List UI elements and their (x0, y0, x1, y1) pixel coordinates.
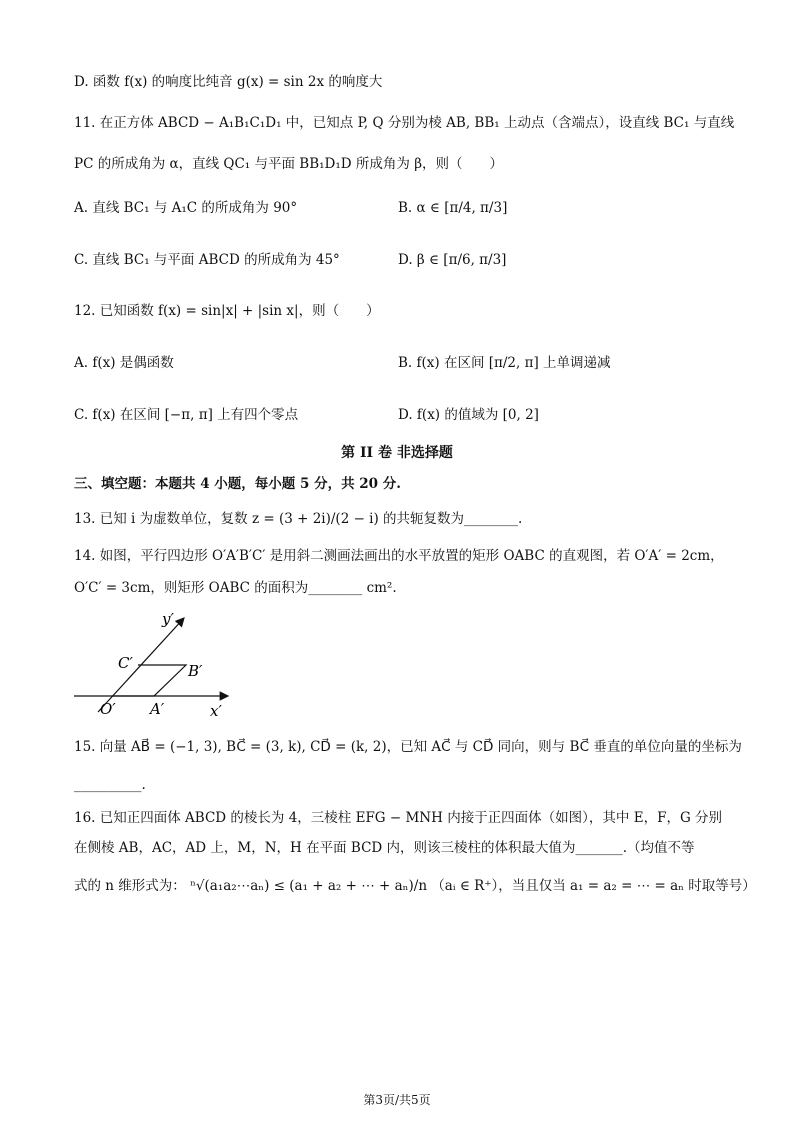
q10-option-d: D. 函数 f(x) 的响度比纯音 g(x) = sin 2x 的响度大 (74, 74, 383, 90)
q12-option-b: B. f(x) 在区间 [π/2, π] 上单调递减 (398, 355, 611, 371)
y-axis-label: y′ (162, 610, 174, 628)
q14-stem-line1: 14. 如图，平行四边形 O′A′B′C′ 是用斜二测画法画出的水平放置的矩形 OABC 的直观图，若 O′A′ = 2cm， (74, 548, 724, 564)
q15-stem-line2: __________. (74, 777, 146, 793)
page-footer: 第3页/共5页 (363, 1093, 431, 1107)
q16-stem-line3: 式的 n 维形式为： ⁿ√(a₁a₂⋯aₙ) ≤ (a₁ + a₂ + ⋯ + aₙ)/n （aᵢ ∈ R⁺），当且仅当 a₁ = a₂ = ⋯ = aₙ 时取等号） (74, 878, 756, 894)
x-axis-label: x′ (210, 702, 222, 718)
q13-stem: 13. 已知 i 为虚数单位，复数 z = (3 + 2i)/(2 − i) 的共轭复数为________. (74, 511, 523, 527)
q12-stem: 12. 已知函数 f(x) = sin|x| + |sin x|，则（ ） (74, 303, 380, 319)
oblique-drawing-figure (68, 608, 248, 718)
q12-option-c: C. f(x) 在区间 [−π, π] 上有四个零点 (74, 407, 299, 423)
q11-stem-line2: PC 的所成角为 α，直线 QC₁ 与平面 BB₁D₁D 所成角为 β，则（ ） (74, 156, 503, 172)
q15-stem-line1: 15. 向量 AB⃗ = (−1, 3), BC⃗ = (3, k), CD⃗ = (k, 2)，已知 AC⃗ 与 CD⃗ 同向，则与 BC⃗ 垂直的单位向量的坐标为 (74, 739, 742, 755)
q12-option-a: A. f(x) 是偶函数 (74, 355, 174, 371)
q11-option-c: C. 直线 BC₁ 与平面 ABCD 的所成角为 45° (74, 252, 340, 268)
q11-option-d: D. β ∈ [π/6, π/3] (398, 252, 507, 268)
point-b-label: B′ (188, 662, 203, 680)
q16-stem-line2: 在侧棱 AB，AC，AD 上，M，N，H 在平面 BCD 内，则该三棱柱的体积最大值为_______.（均值不等 (74, 840, 695, 856)
point-a-label: A′ (150, 700, 165, 718)
q16-stem-line1: 16. 已知正四面体 ABCD 的棱长为 4，三棱柱 EFG − MNH 内接于正四面体（如图），其中 E，F，G 分别 (74, 810, 723, 826)
q12-option-d: D. f(x) 的值域为 [0, 2] (398, 407, 539, 423)
point-c-label: C′ (118, 654, 133, 672)
q14-stem-line2: O′C′ = 3cm，则矩形 OABC 的面积为________ cm². (74, 580, 397, 596)
point-o-label: O′ (100, 700, 116, 718)
section-title: 第 II 卷 非选择题 (341, 445, 453, 461)
part-three-heading: 三、填空题：本题共 4 小题，每小题 5 分，共 20 分. (74, 476, 401, 492)
q11-stem-line1: 11. 在正方体 ABCD − A₁B₁C₁D₁ 中，已知点 P, Q 分别为棱 AB, BB₁ 上动点（含端点），设直线 BC₁ 与直线 (74, 115, 735, 131)
q11-option-b: B. α ∈ [π/4, π/3] (398, 200, 508, 216)
q11-option-a: A. 直线 BC₁ 与 A₁C 的所成角为 90° (74, 200, 298, 216)
